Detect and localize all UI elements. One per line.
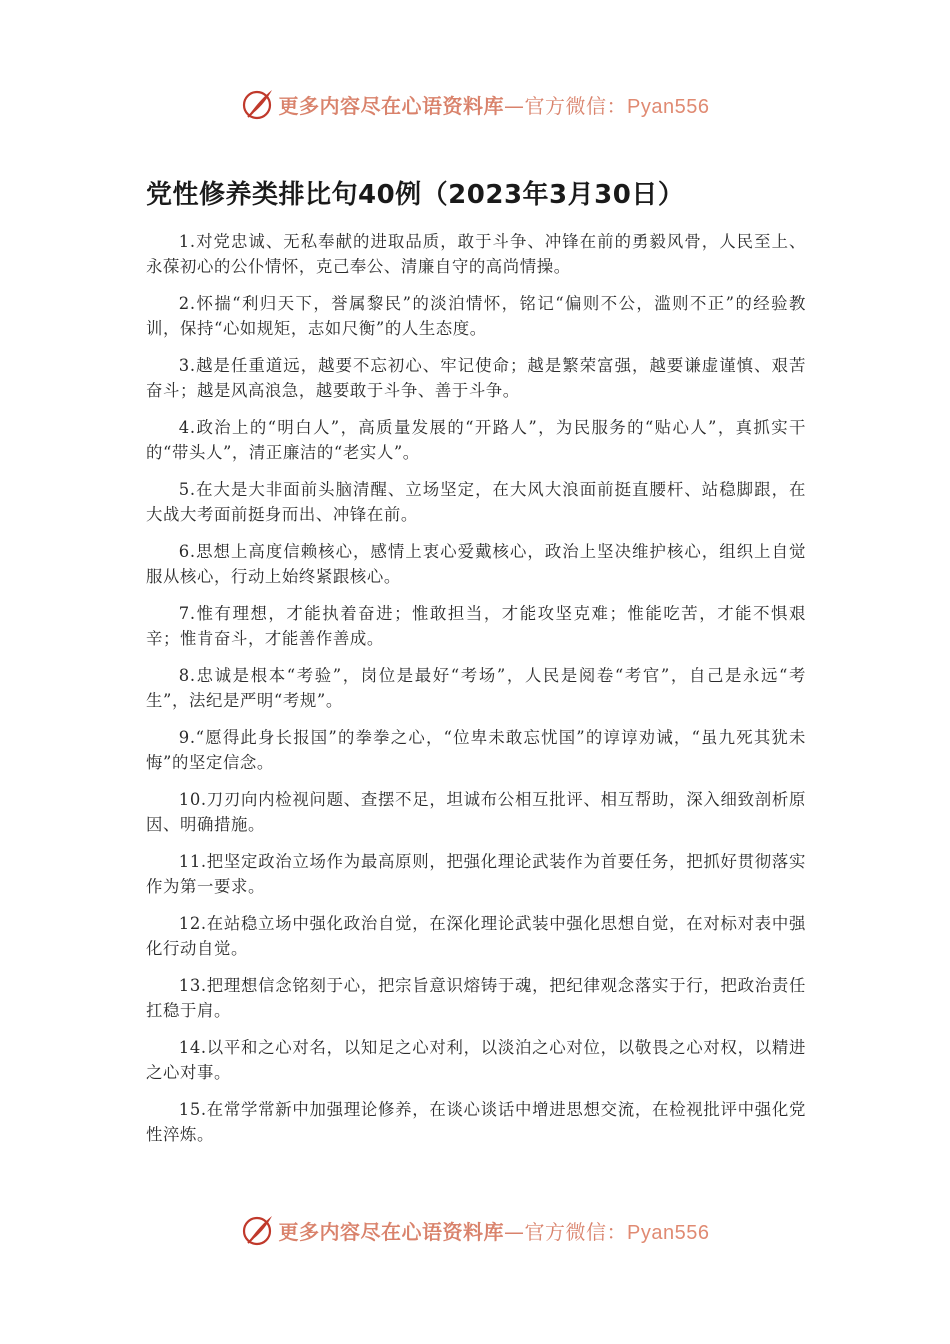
- quill-logo-icon: [241, 1213, 275, 1247]
- document-body: [146, 229, 806, 1159]
- document-title: 党性修养类排比句40例（2023年3月30日）: [146, 180, 685, 210]
- paragraph: 11.把坚定政治立场作为最高原则，把强化理论武装作为首要任务，把抓好贯彻落实作为第一要求。: [146, 852, 806, 896]
- paragraph: 8.忠诚是根本“考验”，岗位是最好“考场”，人民是阅卷“考官”，自己是永远“考生”，法纪是严明“考规”。: [146, 666, 806, 710]
- watermark-footer: [0, 1208, 950, 1252]
- paragraph: 15.在常学常新中加强理论修养，在谈心谈话中增进思想交流，在检视批评中强化党性淬炼。: [146, 1100, 806, 1144]
- paragraph: 14.以平和之心对名，以知足之心对利，以淡泊之心对位，以敬畏之心对权，以精进之心对事。: [146, 1038, 806, 1082]
- paragraph: 5.在大是大非面前头脑清醒、立场坚定，在大风大浪面前挺直腰杆、站稳脚跟，在大战大考面前挺身而出、冲锋在前。: [146, 480, 806, 524]
- watermark-separator: —: [504, 1219, 525, 1244]
- watermark-wechat-label: 官方微信：: [524, 1219, 628, 1244]
- watermark-text: [279, 90, 710, 119]
- watermark-wechat-id: Pyan556: [627, 95, 710, 118]
- watermark-main: 更多内容尽在心语资料库: [278, 1219, 505, 1244]
- paragraph: 9.“愿得此身长报国”的拳拳之心，“位卑未敢忘忧国”的谆谆劝诫，“虽九死其犹未悔”的坚定信念。: [146, 728, 806, 772]
- watermark-main: 更多内容尽在心语资料库: [278, 93, 505, 118]
- watermark-separator: —: [504, 93, 525, 118]
- paragraph: 6.思想上高度信赖核心，感情上衷心爱戴核心，政治上坚决维护核心，组织上自觉服从核心，行动上始终紧跟核心。: [146, 542, 806, 586]
- paragraph: 1.对党忠诚、无私奉献的进取品质，敢于斗争、冲锋在前的勇毅风骨，人民至上、永葆初心的公仆情怀，克己奉公、清廉自守的高尚情操。: [146, 232, 806, 276]
- paragraph: 12.在站稳立场中强化政治自觉，在深化理论武装中强化思想自觉，在对标对表中强化行动自觉。: [146, 914, 806, 958]
- paragraph: 2.怀揣“利归天下，誉属黎民”的淡泊情怀，铭记“偏则不公，滥则不正”的经验教训，保持“心如规矩，志如尺衡”的人生态度。: [146, 294, 806, 338]
- paragraph: 13.把理想信念铭刻于心，把宗旨意识熔铸于魂，把纪律观念落实于行，把政治责任扛稳于肩。: [146, 976, 806, 1020]
- watermark-text: [279, 1216, 710, 1245]
- watermark-wechat-label: 官方微信：: [524, 93, 628, 118]
- paragraph: 10.刀刃向内检视问题、查摆不足，坦诚布公相互批评、相互帮助，深入细致剖析原因、明确措施。: [146, 790, 806, 834]
- quill-logo-icon: [241, 87, 275, 121]
- watermark-wechat-id: Pyan556: [627, 1221, 710, 1244]
- paragraph: 4.政治上的“明白人”，高质量发展的“开路人”，为民服务的“贴心人”，真抓实干的“带头人”，清正廉洁的“老实人”。: [146, 418, 806, 462]
- paragraph: 7.惟有理想，才能执着奋进；惟敢担当，才能攻坚克难；惟能吃苦，才能不惧艰辛；惟肯奋斗，才能善作善成。: [146, 604, 806, 648]
- paragraph: 3.越是任重道远，越要不忘初心、牢记使命；越是繁荣富强，越要谦虚谨慎、艰苦奋斗；越是风高浪急，越要敢于斗争、善于斗争。: [146, 356, 806, 400]
- watermark-header: [0, 82, 950, 126]
